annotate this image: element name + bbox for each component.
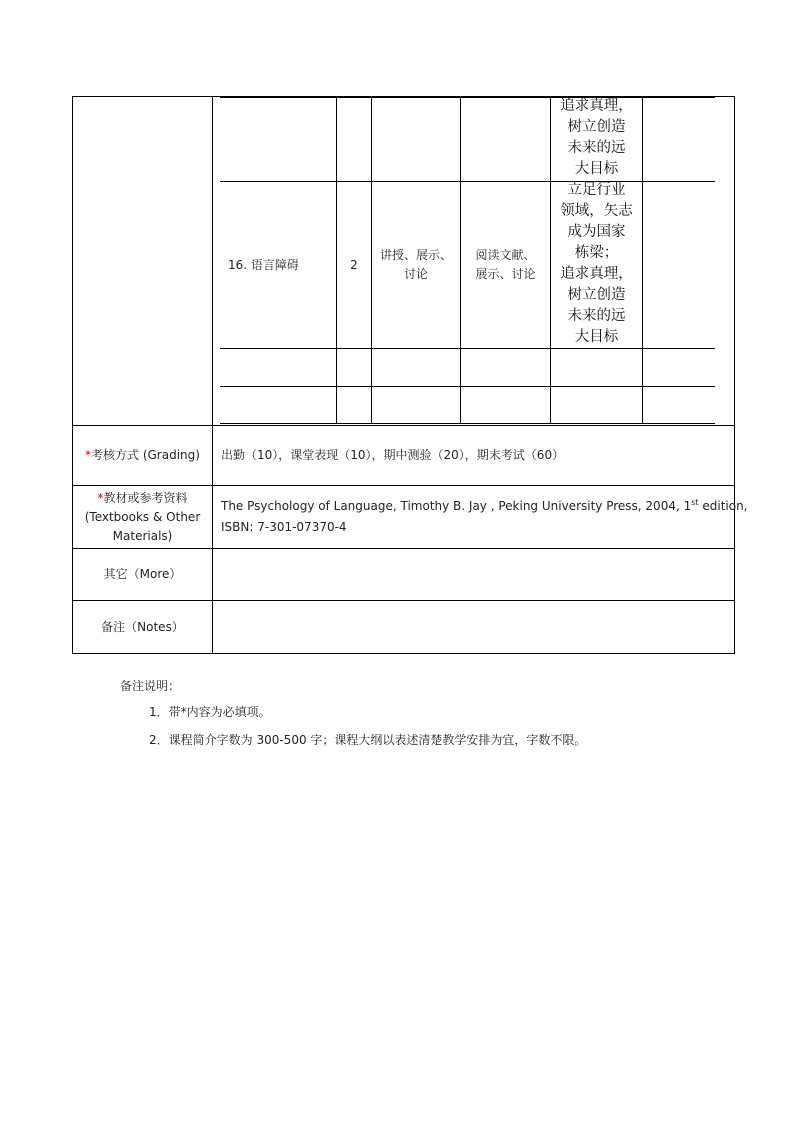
grading-label [73, 426, 212, 485]
footer-notes-title: 备注说明： [120, 679, 181, 693]
required-mark: * [97, 490, 104, 505]
schedule-ideology [551, 387, 642, 423]
more-value [213, 549, 734, 600]
footer-note-item: 1．带*内容为必填项。 [149, 705, 271, 719]
textbooks-edition-sup: st [691, 498, 699, 507]
more-label: 其它（More） [103, 567, 182, 581]
grading-label-text: 考核方式 (Grading) [91, 448, 200, 462]
schedule-hours [337, 349, 371, 386]
schedule-method [372, 387, 460, 423]
textbooks-isbn: ISBN: 7-301-07370-4 [221, 520, 347, 534]
schedule-ideology: 追求真理， 树立创造 未来的远 大目标 [560, 98, 633, 177]
schedule-other [643, 349, 715, 386]
schedule-method [372, 349, 460, 386]
schedule-assignment [461, 98, 550, 181]
required-mark: * [85, 448, 92, 462]
schedule-topic [220, 98, 336, 181]
notes-value [213, 601, 734, 653]
textbooks-value [213, 486, 748, 548]
schedule-assignment [461, 387, 550, 423]
footer-note-item: 2．课程简介字数为 300-500 字；课程大纲以表述清楚教学安排为宜，字数不限。 [149, 733, 587, 747]
schedule-topic [220, 349, 336, 386]
textbooks-label-line1: 教材或参考资料 [103, 490, 188, 505]
schedule-other [643, 98, 715, 181]
textbooks-citation: The Psychology of Language, Timothy B. Jay , Peking University Press, 2004, 1 [221, 499, 692, 513]
textbooks-label-line3: Materials) [112, 528, 173, 543]
schedule-ideology: 立足行业 领域，矢志 成为国家 栋梁； 追求真理， 树立创造 未来的远 大目标 [560, 182, 633, 345]
schedule-topic: 16. 语言障碍 [228, 257, 299, 272]
schedule-assignment [461, 349, 550, 386]
notes-label: 备注（Notes） [101, 619, 184, 634]
schedule-ideology [551, 349, 642, 386]
schedule-hours: 2 [350, 257, 358, 272]
textbooks-citation-end: edition, [698, 499, 748, 513]
schedule-assignment: 阅读文献、 展示、讨论 [475, 248, 536, 281]
schedule-method: 讲授、展示、 讨论 [379, 248, 452, 281]
schedule-other [643, 387, 715, 423]
schedule-hours [337, 98, 371, 181]
grading-value: 出勤（10），课堂表现（10），期中测验（20），期末考试（60） [221, 448, 565, 462]
textbooks-label [73, 486, 212, 548]
schedule-topic [220, 387, 336, 423]
schedule-method [372, 98, 460, 181]
textbooks-label-line2: (Textbooks & Other [84, 509, 201, 524]
nested-bottom-line [220, 423, 715, 424]
schedule-hours [337, 387, 371, 423]
schedule-other [643, 182, 715, 348]
